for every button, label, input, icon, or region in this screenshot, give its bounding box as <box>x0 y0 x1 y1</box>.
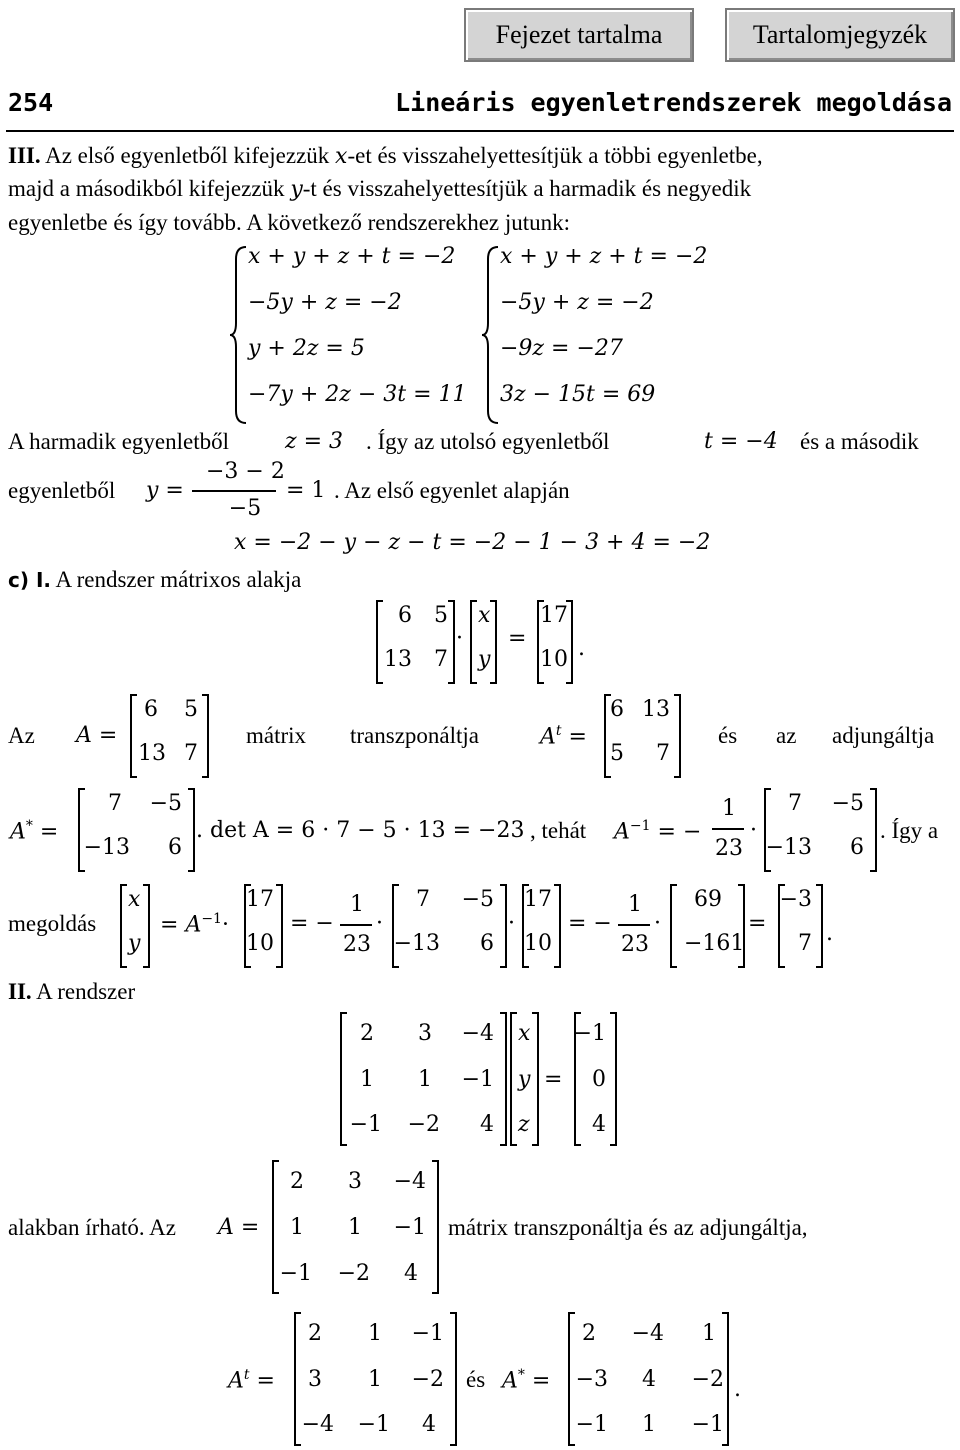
matrix-cell: −4 <box>301 1412 334 1437</box>
matrix-cell: −1 <box>279 1261 312 1286</box>
matrix-cell: 7 <box>656 741 670 766</box>
left-brace-icon <box>480 245 500 425</box>
fraction-numerator: 1 <box>722 796 736 821</box>
matrix-cell: −2 <box>407 1112 440 1137</box>
matrix-cell: 1 <box>368 1367 382 1392</box>
text: -et és visszahelyettesítjük a többi egyenletbe, <box>347 143 763 168</box>
dot: · <box>376 911 383 936</box>
text: -t és visszahelyettesítjük a harmadik és negyedik <box>302 176 752 201</box>
equation: $A^{-1}$ = − <box>614 818 702 845</box>
equation: z = 3 <box>285 429 344 454</box>
text: egyenletből <box>8 478 116 503</box>
matrix-cell: −5 <box>149 791 182 816</box>
equation: x + y + z + t = −2 <box>500 244 708 269</box>
equals-minus: = − <box>568 911 612 936</box>
equation: A = <box>218 1215 260 1240</box>
fraction-numerator: 1 <box>628 892 642 917</box>
math-sup: t <box>243 1367 250 1383</box>
dot: · <box>654 911 661 936</box>
fraction-numerator: 1 <box>350 892 364 917</box>
matrix-cell: −2 <box>691 1367 724 1392</box>
matrix-cell: 1 <box>368 1321 382 1346</box>
matrix-cell: 69 <box>694 887 722 912</box>
section-c-heading <box>8 567 301 593</box>
equals: = <box>508 626 527 651</box>
right-bracket <box>188 788 195 872</box>
matrix-cell: 5 <box>610 741 624 766</box>
text: mátrix transzponáltja és az adjungáltja, <box>448 1215 808 1240</box>
equation: A = <box>76 723 118 748</box>
math-sup: * <box>25 818 33 834</box>
matrix-cell: 6 <box>144 697 158 722</box>
matrix-cell: −3 <box>575 1367 608 1392</box>
math-var: A <box>502 1368 518 1394</box>
text: megoldás <box>8 911 97 936</box>
chapter-contents-button[interactable]: Fejezet tartalma <box>464 8 694 62</box>
section-label-III: III. <box>8 143 41 168</box>
equation: x = −2 − y − z − t = −2 − 1 − 3 + 4 = −2 <box>234 530 711 555</box>
equation: −7y + 2z − 3t = 11 <box>248 382 467 407</box>
matrix-cell: −5 <box>831 791 864 816</box>
equation: y + 2z = 5 <box>248 336 365 361</box>
matrix-cell: 7 <box>434 647 448 672</box>
matrix-cell: 4 <box>592 1112 606 1137</box>
matrix-cell: 1 <box>360 1067 374 1092</box>
matrix-cell: x <box>128 887 141 912</box>
dot: · <box>508 911 515 936</box>
matrix-cell: −2 <box>337 1261 370 1286</box>
matrix-cell: 1 <box>348 1215 362 1240</box>
right-bracket <box>816 884 823 968</box>
left-bracket <box>510 1012 517 1146</box>
text: majd a másodikból kifejezzük <box>8 176 291 201</box>
equation: x + y + z + t = −2 <box>248 244 456 269</box>
math-var: x <box>335 144 348 169</box>
text: A rendszer mátrixos alakja <box>51 567 302 592</box>
matrix-cell: 17 <box>524 887 552 912</box>
equals-minus: = − <box>290 911 334 936</box>
matrix-cell: 2 <box>290 1169 304 1194</box>
matrix-cell: 0 <box>592 1067 606 1092</box>
matrix-cell: −4 <box>631 1321 664 1346</box>
period: . <box>578 636 585 661</box>
matrix-cell: 17 <box>246 887 274 912</box>
matrix-cell: −4 <box>393 1169 426 1194</box>
matrix-cell: z <box>518 1112 530 1137</box>
matrix-cell: 4 <box>480 1112 494 1137</box>
fraction-bar <box>712 828 744 830</box>
equation: −5y + z = −2 <box>248 290 402 315</box>
matrix-cell: 6 <box>610 697 624 722</box>
dot: · <box>456 626 463 651</box>
math-var: A <box>540 724 556 750</box>
matrix-cell: 3 <box>308 1367 322 1392</box>
text: adjungáltja <box>832 723 935 748</box>
matrix-cell: 3 <box>418 1021 432 1046</box>
equals: = <box>544 1067 563 1092</box>
para1-line2 <box>8 176 751 202</box>
matrix-cell: −1 <box>461 1067 494 1092</box>
matrix-cell: x <box>478 603 491 628</box>
para1-line1 <box>8 143 763 169</box>
math-var: A <box>10 819 26 845</box>
left-brace-icon <box>228 245 248 425</box>
fraction-denominator: 23 <box>343 932 371 957</box>
matrix-cell: 13 <box>642 697 670 722</box>
equation: = $A^{-1}\cdot$ <box>160 911 229 938</box>
right-bracket <box>674 694 681 778</box>
text: . Így a <box>880 818 939 843</box>
right-bracket <box>448 600 455 684</box>
matrix-cell: 6 <box>850 835 864 860</box>
matrix-cell: 7 <box>798 931 812 956</box>
equation: −5y + z = −2 <box>500 290 654 315</box>
matrix-cell: −1 <box>357 1412 390 1437</box>
equation: 3z − 15t = 69 <box>500 382 656 407</box>
matrix-cell: 1 <box>290 1215 304 1240</box>
equation: A* = <box>10 818 59 845</box>
right-bracket <box>432 1160 439 1294</box>
text: és a második <box>800 429 919 454</box>
equation: $A^t$ = <box>228 1367 275 1394</box>
left-bracket <box>120 884 127 968</box>
text: Az <box>8 723 35 748</box>
matrix-cell: 2 <box>582 1321 596 1346</box>
matrix-cell: −3 <box>779 887 812 912</box>
right-bracket <box>500 1012 507 1146</box>
math-sup: −1 <box>201 911 222 927</box>
table-of-contents-button[interactable]: Tartalomjegyzék <box>725 8 955 62</box>
equation: A* = <box>502 1367 551 1394</box>
right-bracket <box>554 884 561 968</box>
matrix-cell: 4 <box>642 1367 656 1392</box>
text: A rendszer <box>31 979 136 1004</box>
text: . Az első egyenlet alapján <box>334 478 570 503</box>
right-bracket <box>276 884 283 968</box>
matrix-cell: y <box>128 931 141 956</box>
matrix-cell: 2 <box>360 1021 374 1046</box>
right-bracket <box>532 1012 539 1146</box>
left-bracket <box>470 600 477 684</box>
math-var: A <box>185 912 202 938</box>
text: és <box>466 1367 486 1392</box>
equation: t = −4 <box>704 429 778 454</box>
right-bracket <box>143 884 150 968</box>
matrix-cell: −1 <box>691 1412 724 1437</box>
equation: = 1 <box>286 478 326 503</box>
fraction-denominator: −5 <box>228 496 262 521</box>
matrix-cell: 17 <box>540 603 568 628</box>
matrix-cell: −1 <box>573 1021 606 1046</box>
right-bracket <box>202 694 209 778</box>
matrix-cell: y <box>518 1067 531 1092</box>
matrix-cell: 1 <box>642 1412 656 1437</box>
matrix-cell: −13 <box>83 835 130 860</box>
math-sup: −1 <box>629 818 651 834</box>
matrix-cell: 5 <box>184 697 198 722</box>
matrix-cell: 7 <box>788 791 802 816</box>
text: transzponáltja <box>350 723 480 748</box>
matrix-cell: x <box>518 1021 531 1046</box>
equation: −9z = −27 <box>500 336 623 361</box>
right-bracket <box>450 1312 457 1446</box>
text: és <box>718 723 738 748</box>
equation: $A^t$ = <box>540 723 587 750</box>
page-number: 254 <box>8 88 54 117</box>
matrix-cell: 4 <box>404 1261 418 1286</box>
section-label: II. <box>8 979 32 1004</box>
math-sup: * <box>517 1367 525 1383</box>
fraction-numerator: −3 − 2 <box>206 459 285 484</box>
math-var: A <box>614 819 630 845</box>
text: A harmadik egyenletből <box>8 429 229 454</box>
right-bracket <box>870 788 877 872</box>
matrix-cell: −13 <box>765 835 812 860</box>
text: az <box>776 723 797 748</box>
matrix-cell: −13 <box>393 931 440 956</box>
dot: · <box>750 818 757 843</box>
matrix-cell: 10 <box>540 647 568 672</box>
matrix-cell: −1 <box>349 1112 382 1137</box>
matrix-cell: 5 <box>434 603 448 628</box>
header-rule <box>6 130 954 132</box>
equals: = <box>748 911 767 936</box>
fraction-bar <box>340 924 372 926</box>
matrix-cell: −1 <box>575 1412 608 1437</box>
para1-line3: egyenletbe és így tovább. A következő rendszerekhez jutunk: <box>8 210 571 235</box>
matrix-cell: 6 <box>398 603 412 628</box>
matrix-cell: 10 <box>524 931 552 956</box>
running-title: Lineáris egyenletrendszerek megoldása <box>395 88 952 117</box>
matrix-cell: −5 <box>461 887 494 912</box>
text: , tehát <box>530 818 587 843</box>
matrix-cell: 7 <box>108 791 122 816</box>
matrix-cell: −1 <box>411 1321 444 1346</box>
matrix-cell: 6 <box>168 835 182 860</box>
matrix-cell: 7 <box>416 887 430 912</box>
text: alakban írható. Az <box>8 1215 176 1240</box>
matrix-cell: −1 <box>393 1215 426 1240</box>
matrix-cell: −4 <box>461 1021 494 1046</box>
matrix-cell: 1 <box>418 1067 432 1092</box>
section-II-heading <box>8 979 135 1005</box>
determinant-equation: . det A = 6 · 7 − 5 · 13 = −23 <box>196 818 525 843</box>
matrix-cell: 2 <box>308 1321 322 1346</box>
text: . Így az utolsó egyenletből <box>366 429 610 454</box>
matrix-cell: y <box>478 647 491 672</box>
section-label: c) I. <box>8 568 51 592</box>
fraction-bar <box>618 924 650 926</box>
text: mátrix <box>246 723 307 748</box>
math-var: A <box>228 1368 244 1394</box>
text: Az első egyenletből kifejezzük <box>40 143 336 168</box>
matrix-cell: 3 <box>348 1169 362 1194</box>
period: . <box>734 1377 741 1402</box>
fraction-denominator: 23 <box>621 932 649 957</box>
matrix-cell: 4 <box>422 1412 436 1437</box>
matrix-cell: 6 <box>480 931 494 956</box>
equation: y = <box>146 478 184 503</box>
matrix-cell: 13 <box>384 647 412 672</box>
fraction-denominator: 23 <box>715 836 743 861</box>
right-bracket <box>610 1012 617 1146</box>
matrix-cell: 13 <box>138 741 166 766</box>
math-var: y <box>290 177 303 202</box>
matrix-cell: 7 <box>184 741 198 766</box>
matrix-cell: 1 <box>702 1321 716 1346</box>
right-bracket <box>490 600 497 684</box>
matrix-cell: −161 <box>684 931 745 956</box>
period: . <box>826 921 833 946</box>
matrix-cell: 10 <box>246 931 274 956</box>
math-sup: t <box>555 723 562 739</box>
matrix-cell: −2 <box>411 1367 444 1392</box>
fraction-bar <box>192 490 276 492</box>
